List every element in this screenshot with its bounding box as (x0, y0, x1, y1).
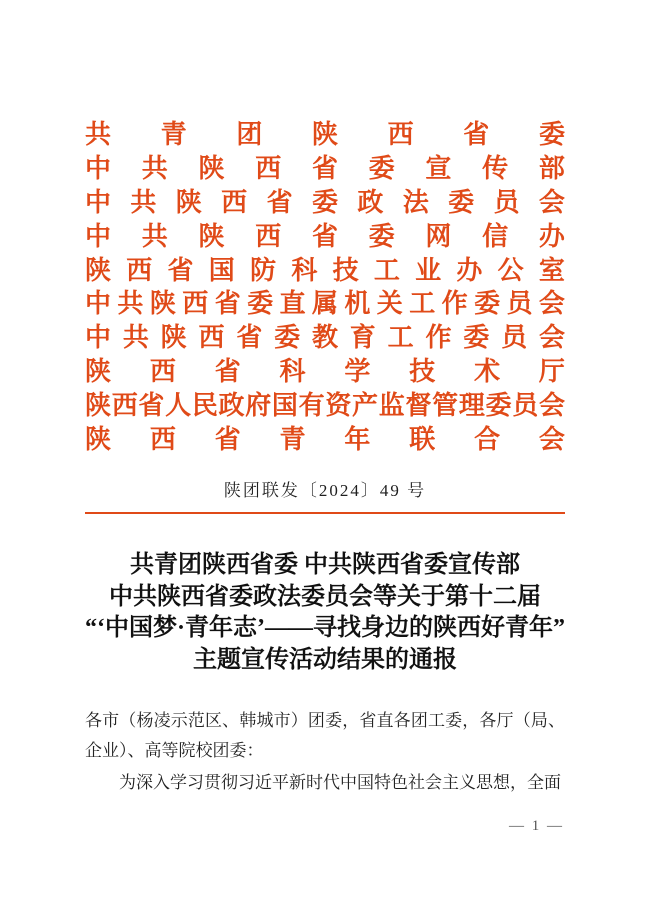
issuing-org-line: 中 共 陕 西 省 委 直 属 机 关 工 作 委 员 会 (85, 288, 565, 319)
document-title (85, 550, 565, 676)
red-letterhead (85, 116, 565, 454)
document-body (85, 706, 565, 798)
page-number: — 1 — (509, 818, 564, 834)
issuing-org-line: 中 共 陕 西 省 委 教 育 工 作 委 员 会 (85, 322, 565, 353)
salutation: 各市（杨凌示范区、韩城市）团委，省直各团工委，各厅（局、企业）、高等院校团委： (85, 711, 565, 761)
issuing-org-line: 中 共 陕 西 省 委 网 信 办 (85, 220, 565, 251)
doc-reference-number: 陕团联发〔2024〕49 号 (223, 480, 427, 500)
issuing-org-line: 共 青 团 陕 西 省 委 (85, 119, 565, 150)
document-title-line: 共青团陕西省委 中共陕西省委宣传部 (130, 552, 520, 579)
issuing-org-line: 陕 西 省 青 年 联 合 会 (85, 423, 565, 454)
document-title-line: 中共陕西省委政法委员会等关于第十二届 (109, 583, 541, 610)
document-title-line: “‘中国梦·青年志’——寻找身边的陕西好青年” (85, 615, 565, 642)
body-paragraph: 为深入学习贯彻习近平新时代中国特色社会主义思想，全面 (119, 773, 561, 793)
issuing-org-line: 中 共 陕 西 省 委 政 法 委 员 会 (85, 187, 565, 217)
issuing-org-line: 陕 西 省 科 学 技 术 厅 (85, 355, 565, 386)
red-divider-line (85, 512, 565, 515)
document-title-line: 主题宣传活动结果的通报 (193, 646, 457, 673)
issuing-org-line: 陕 西 省 国 防 科 技 工 业 办 公 室 (85, 254, 565, 285)
issuing-org-line: 陕 西 省 人 民 政 府 国 有 资 产 监 督 管 理 委 员 会 (85, 389, 565, 420)
issuing-org-line: 中 共 陕 西 省 委 宣 传 部 (85, 153, 565, 184)
